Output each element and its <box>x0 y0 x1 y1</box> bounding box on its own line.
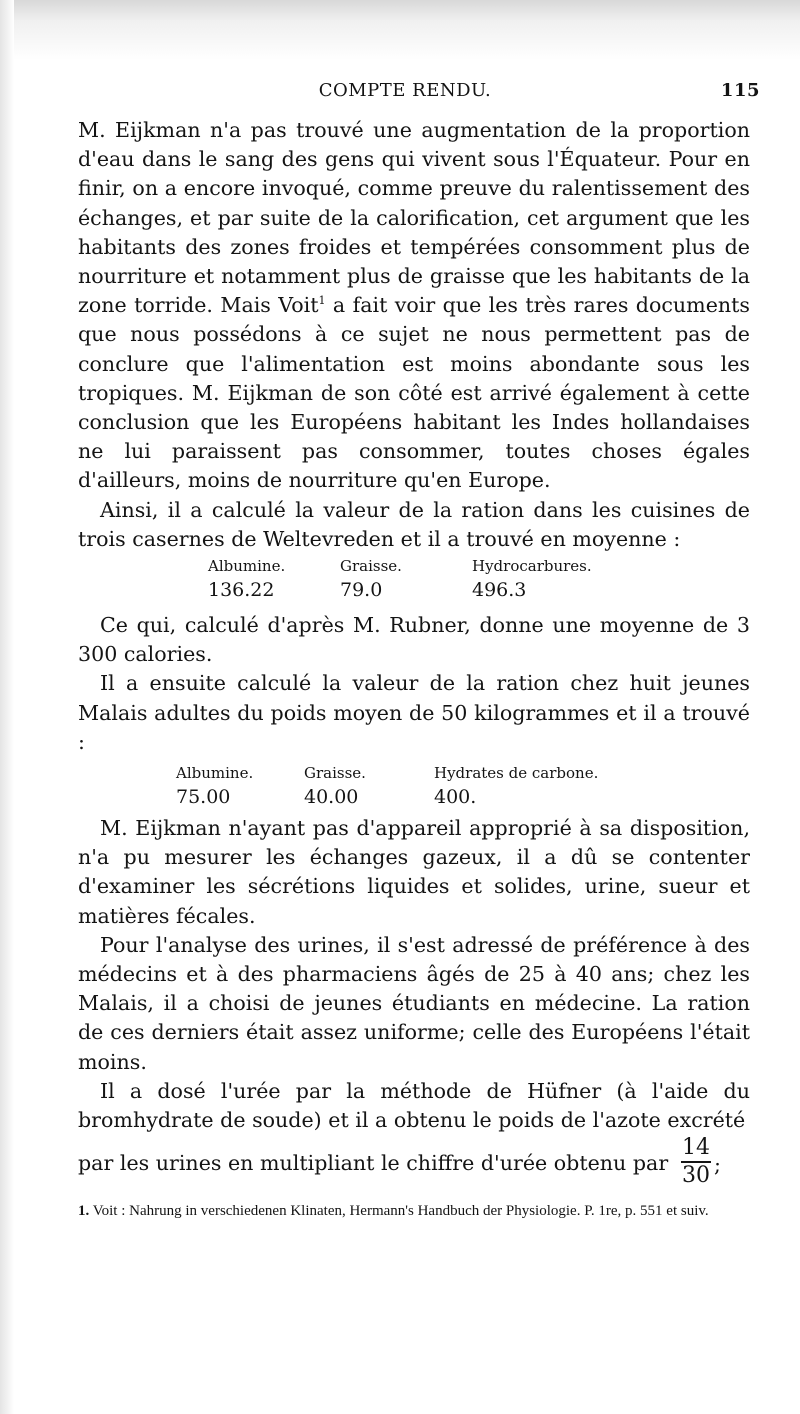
scan-shadow-top <box>0 0 800 60</box>
table2-value-hydrates: 400. <box>434 786 477 809</box>
paragraph-5: M. Eijkman n'ayant pas d'appareil approprié à sa disposition, n'a pu mesurer les échanges gazeux, il a dû se contenter d'examiner les sécrétions liquides et solides, urine, sueur et matières fécales. <box>78 816 750 928</box>
table2-header-hydrates: Hydrates de carbone. <box>434 764 599 783</box>
ration-table-casernes <box>208 556 750 603</box>
table1-header-graisse: Graisse. <box>340 557 402 576</box>
table1-header-albumine: Albumine. <box>208 557 286 576</box>
running-title: COMPTE RENDU. <box>318 80 492 101</box>
table2-header-albumine: Albumine. <box>176 764 254 783</box>
footnote-reference: 1 <box>318 294 326 308</box>
table2-header-graisse: Graisse. <box>304 764 366 783</box>
table1-value-albumine: 136.22 <box>208 579 275 602</box>
footnote-marker: 1. <box>78 1203 90 1220</box>
page-body <box>78 116 750 1237</box>
paragraph-2: Ainsi, il a calculé la valeur de la ration dans les cuisines de trois casernes de Weltevreden et il a trouvé en moyenne : <box>78 497 750 551</box>
paragraph-7-last-text: par les urines en multipliant le chiffre d'urée obtenu par <box>78 1151 669 1176</box>
paragraph-7: Il a dosé l'urée par la méthode de Hüfner (à l'aide du bromhydrate de soude) et il a obtenu le poids de l'azote excrété <box>78 1078 750 1133</box>
table2-value-albumine: 75.00 <box>176 786 231 809</box>
scan-shadow-left <box>0 0 14 1414</box>
footnote <box>78 1201 750 1222</box>
paragraph-3: Ce qui, calculé d'après M. Rubner, donne une moyenne de 3 300 calories. <box>78 613 750 667</box>
table1-value-graisse: 79.0 <box>340 579 383 602</box>
paragraph-6: Pour l'analyse des urines, il s'est adressé de préférence à des médecins et à des pharmaciens âgés de 25 à 40 ans; chez les Malais, il a choisi de jeunes étudiants en médecine. La ration de ces derniers était assez uniforme; celle des Européens l'était moins. <box>78 932 750 1074</box>
fraction-denominator: 30 <box>682 1163 710 1189</box>
paragraph-1 <box>78 116 750 496</box>
paragraph-1-continued: a fait voir que les très rares documents que nous possédons à ce sujet ne nous permettent pas de conclure que l'alimentation est moins abondante sous les tropiques. M. Eijkman de son côté est arrivé également à cette conclusion que les Européens habitant les Indes hollandaises ne lui paraissent pas consommer, toutes choses égales d'ailleurs, moins de nourriture qu'en Europe. <box>78 293 750 493</box>
fraction-numerator: 14 <box>681 1135 711 1163</box>
running-head <box>60 80 760 106</box>
paragraph-1-text: M. Eijkman n'a pas trouvé une augmentation de la proportion d'eau dans le sang des gens qui vivent sous l'Équateur. Pour en finir, on a encore invoqué, comme preuve du ralentissement des échanges, et par suite de la calorification, cet argument que les habitants des zones froides et tempérées consomment plus de nourriture et notamment plus de graisse que les habitants de la zone torride. Mais Voit <box>78 118 750 318</box>
table1-header-hydrocarbures: Hydrocarbures. <box>472 557 592 576</box>
ration-table-malais <box>176 763 750 810</box>
table1-value-hydrocarbures: 496.3 <box>472 579 527 602</box>
table2-value-graisse: 40.00 <box>304 786 359 809</box>
page-number: 115 <box>720 80 760 101</box>
footnote-text: Voit : Nahrung in verschiedenen Klinaten, Hermann's Handbuch der Physiologie. P. 1re, p. 551 et suiv. <box>92 1203 709 1220</box>
paragraph-7-last-line <box>78 1135 750 1191</box>
fraction <box>681 1135 711 1189</box>
paragraph-4: Il a ensuite calculé la valeur de la ration chez huit jeunes Malais adultes du poids moyen de 50 kilogrammes et il a trouvé : <box>78 671 750 754</box>
fraction-semicolon: ; <box>714 1153 721 1178</box>
